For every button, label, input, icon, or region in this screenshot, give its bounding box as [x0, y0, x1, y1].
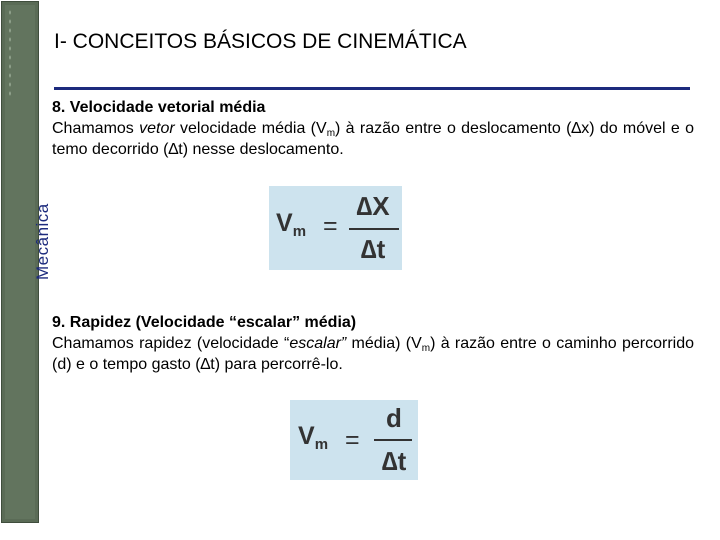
section-heading: 9. Rapidez (Velocidade “escalar” média) [52, 314, 357, 331]
para-emphasis: escalar” [289, 335, 347, 352]
formula-lhs-symbol: V [298, 422, 315, 450]
para-text: média) (V [346, 335, 422, 352]
title-underline [54, 87, 690, 90]
formula-fraction-bar [349, 228, 399, 230]
formula-average-velocity [269, 186, 402, 270]
left-bar-dot-pattern [8, 8, 12, 98]
formula-numerator: ∆X [356, 191, 390, 221]
section-paragraph [52, 333, 694, 375]
formula-lhs-subscript: m [292, 223, 307, 240]
slide-title: I- CONCEITOS BÁSICOS DE CINEMÁTICA [54, 30, 467, 53]
formula-lhs-subscript: m [314, 436, 329, 453]
formula-numerator: d [386, 403, 402, 433]
para-text: Chamamos rapidez (velocidade “ [52, 335, 290, 352]
formula-denominator: ∆t [360, 234, 386, 264]
formula-lhs [298, 422, 328, 451]
para-text: Chamamos [52, 120, 140, 137]
para-text: ) à razão entre o deslocamento (∆x) do móvel e o temo decorrido (∆t) nesse deslocamento. [52, 120, 695, 158]
formula-lhs-symbol: V [276, 209, 293, 237]
formula-denominator: ∆t [381, 446, 407, 476]
section-heading: 8. Velocidade vetorial média [52, 99, 266, 116]
formula-fraction-bar [374, 439, 412, 441]
section-paragraph [52, 118, 694, 160]
sidebar-label-text: Mecânica [33, 203, 52, 280]
formula-equals: = [323, 212, 338, 240]
formula-average-speed [290, 400, 418, 480]
para-subscript: m [326, 128, 336, 139]
section-speed [52, 312, 694, 375]
para-subscript: m [421, 343, 431, 354]
para-emphasis: vetor [139, 120, 175, 137]
para-text: velocidade média (V [174, 120, 327, 137]
formula-equals: = [345, 426, 360, 454]
formula-lhs [276, 209, 306, 238]
section-vector-velocity [52, 97, 694, 160]
para-text: ) à razão entre o caminho percorrido (d) e o tempo gasto (∆t) para percorrê-lo. [52, 335, 695, 373]
sidebar-vertical-label [33, 0, 53, 280]
